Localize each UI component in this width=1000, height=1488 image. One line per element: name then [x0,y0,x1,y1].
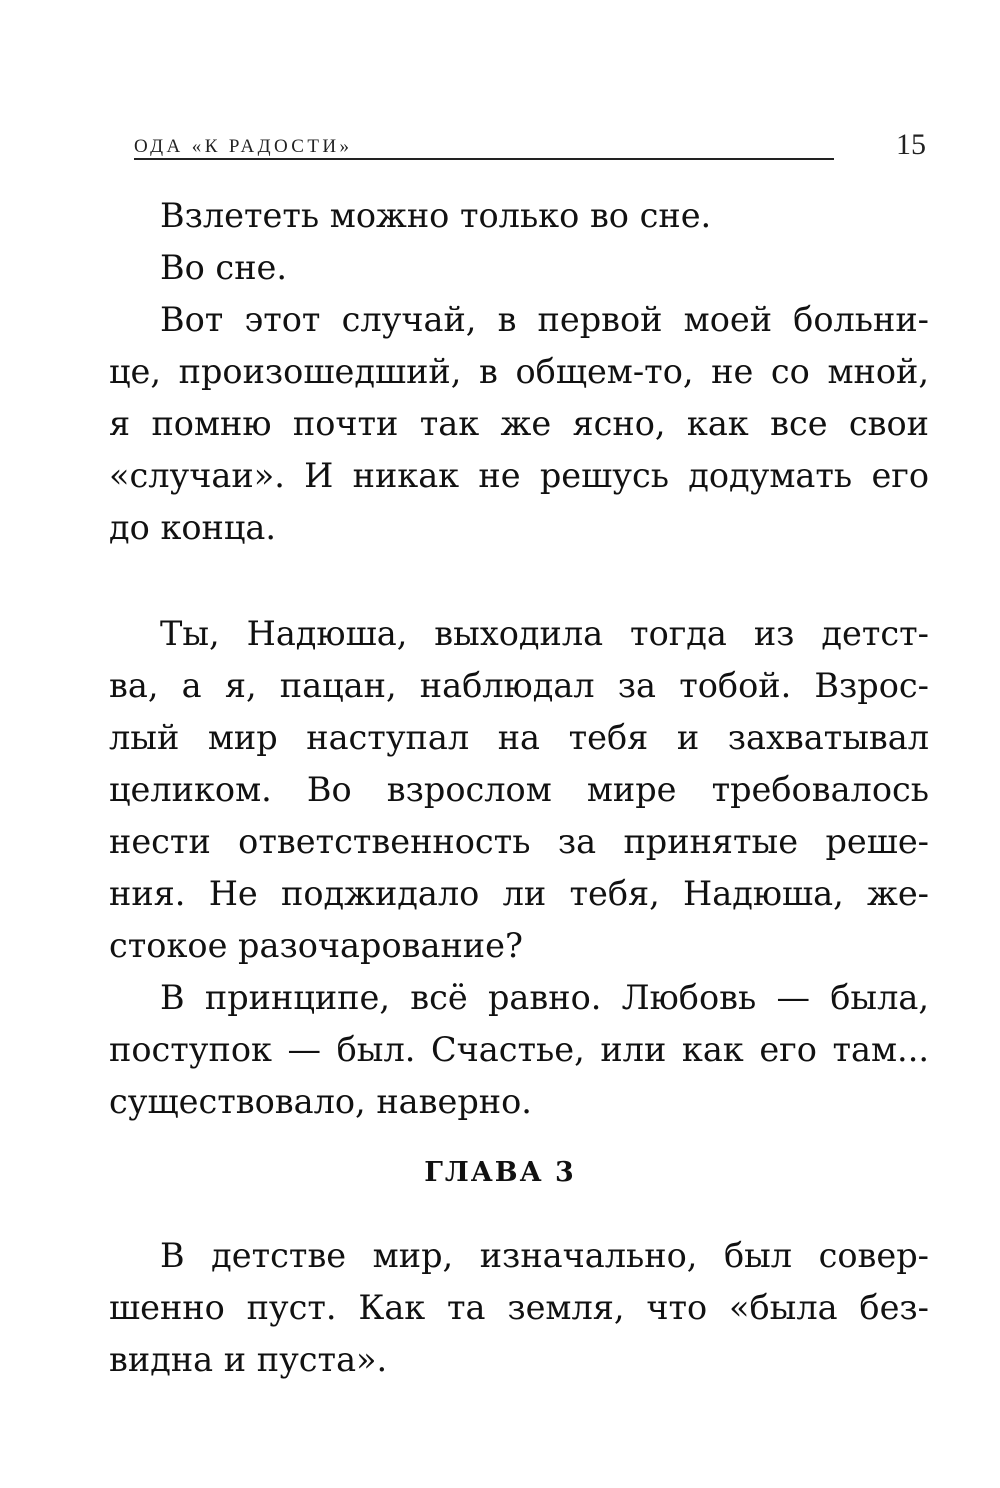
text-line: В принципе, всё равно. Любовь — была, [160,978,929,1017]
text-line: Во сне. [160,248,287,287]
header-rule [134,158,834,160]
text-line: Ты, Надюша, выходила тогда из детст- [160,614,929,653]
text-block-3 [109,1230,929,1386]
text-line: целиком. Во взрослом мире требовалось [109,770,929,809]
text-line: шенно пуст. Как та земля, что «была без- [109,1288,929,1327]
text-line: нести ответственность за принятые реше- [109,822,929,861]
chapter-heading [0,1157,1000,1188]
page-header [134,126,934,166]
text-line: Взлететь можно только во сне. [160,196,712,235]
paragraph-5 [109,972,929,1128]
text-line: стокое разочарование? [109,926,523,965]
page-number: 15 [896,128,926,161]
text-line: це, произошедший, в общем-то, не со мной, [109,352,929,391]
text-line: В детстве мир, изначально, был совер- [160,1236,929,1275]
paragraph-1 [109,190,929,242]
paragraph-6 [109,1230,929,1386]
text-line: лый мир наступал на тебя и захватывал [109,718,929,757]
text-line: поступок — был. Счастье, или как его там... [109,1030,929,1069]
text-line: я помню почти так же ясно, как все свои [109,404,929,443]
text-line: Вот этот случай, в первой моей больни- [160,300,929,339]
paragraph-4 [109,608,929,972]
running-title: ОДА «К РАДОСТИ» [134,136,353,157]
text-line: до конца. [109,508,277,547]
text-line: «случаи». И никак не решусь додумать его [109,456,929,495]
paragraph-2 [109,242,929,294]
text-line: ва, а я, пацан, наблюдал за тобой. Взрос- [109,666,929,705]
chapter-title: ГЛАВА 3 [424,1157,576,1188]
text-line: ния. Не поджидало ли тебя, Надюша, же- [109,874,929,913]
text-block-1 [109,190,929,554]
paragraph-3 [109,294,929,554]
text-line: существовало, наверно. [109,1082,532,1121]
text-block-2 [109,608,929,1128]
text-line: видна и пуста». [109,1340,388,1379]
